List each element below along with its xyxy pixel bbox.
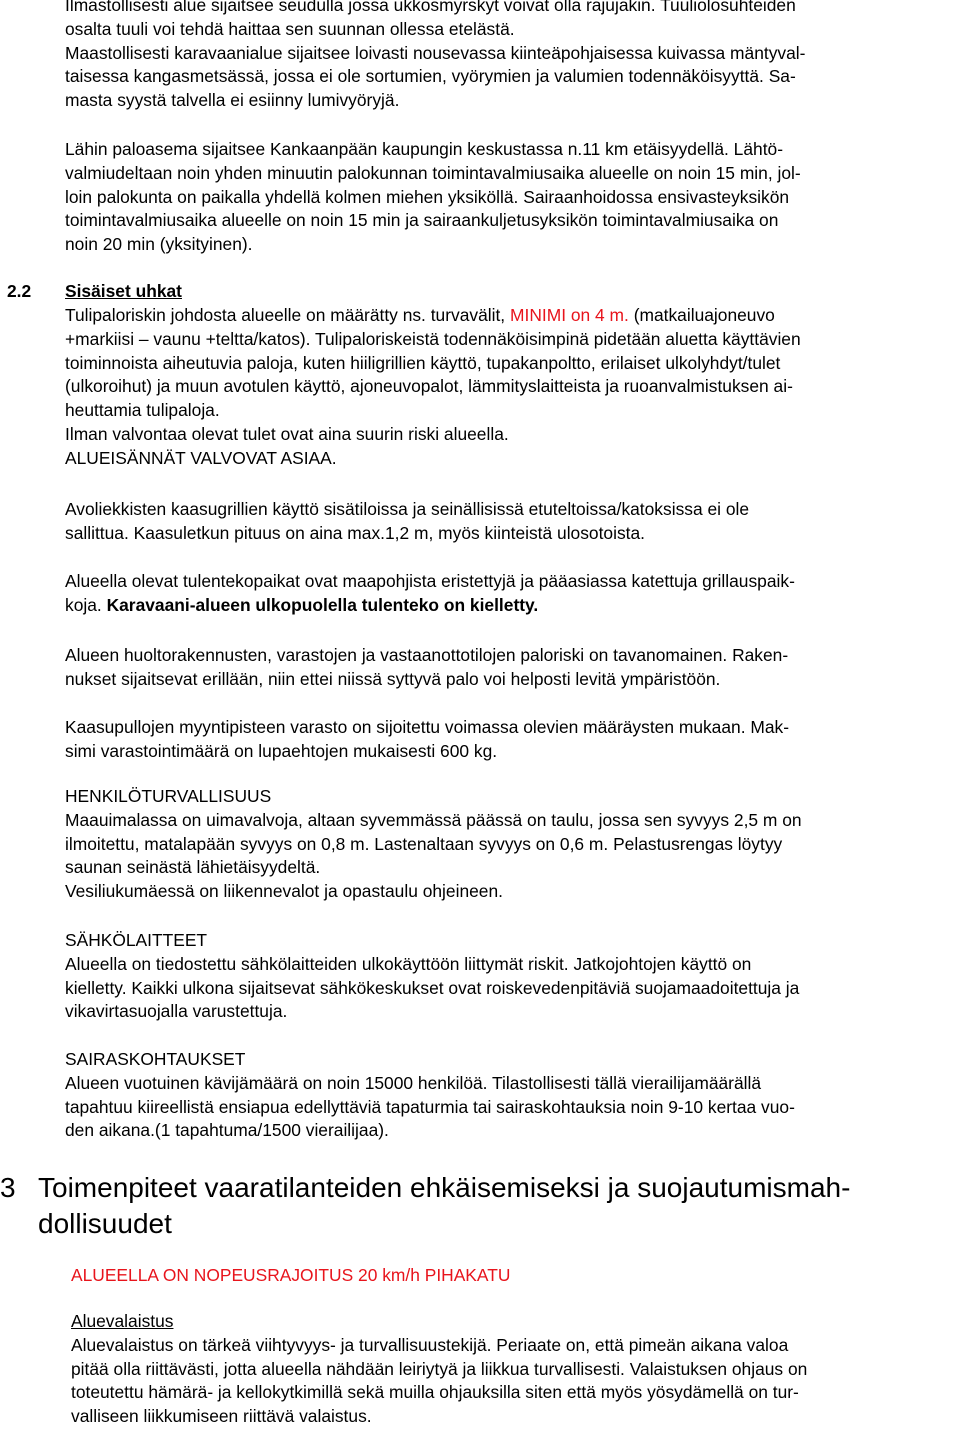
gas-bottles-line: Kaasupullojen myyntipisteen varasto on sijoitettu voimassa olevien määräysten mukaan. Mak- [65, 717, 790, 737]
area-lighting-heading: Aluevalaistus [71, 1311, 174, 1331]
electrical-heading: SÄHKÖLAITTEET [65, 930, 208, 950]
section-title: Sisäiset uhkat [65, 281, 182, 301]
internal-threats-line: +markiisi – vaunu +teltta/katos). Tulipaloriskeistä todennäköisimpinä pidetään aluetta käyttävien [65, 328, 801, 349]
maintenance-line: Alueen huoltorakennusten, varastojen ja vastaanottotilojen paloriski on tavanomainen. Raken- [65, 645, 789, 665]
personal-safety-line: saunan seinästä lähietäisyydeltä. [65, 857, 321, 878]
fire-places-line [65, 594, 955, 618]
internal-threats-line: heuttamia tulipaloja. [65, 400, 220, 421]
electrical-line: kielletty. Kaikki ulkona sijaitsevat sähkökeskukset ovat roiskevedenpitäviä suojamaadoitettuja ja [65, 977, 800, 998]
fire-ban-notice: Karavaani-alueen ulkopuolella tulenteko on kielletty. [106, 594, 539, 615]
illness-line: Alueen vuotuinen kävijämäärä on noin 15000 henkilöä. Tilastollisesti tällä vierailijamäärällä [65, 1072, 762, 1093]
fire-places-line: Alueella olevat tulentekopaikat ovat maapohjista eristettyjä ja pääasiassa katettuja grillauspaik- [65, 571, 795, 591]
gas-grills-line: sallittua. Kaasuletkun pituus on aina max.1,2 m, myös kiinteistä ulosotoista. [65, 522, 645, 543]
electrical-section [65, 929, 955, 1024]
gas-bottles-paragraph [65, 716, 955, 764]
intro-line: osalta tuuli voi tehdä haittaa sen suunnan ollessa etelästä. [65, 18, 515, 39]
fire-station-line: loin palokunta on paikalla yhdellä kolmen miehen yksiköllä. Sairaanhoidossa ensivasteyksikön [65, 186, 790, 207]
maintenance-paragraph [65, 644, 955, 692]
fire-station-line: Lähin paloasema sijaitsee Kankaanpään kaupungin keskustassa n.11 km etäisyydellä. Lähtö- [65, 139, 783, 159]
distance-rule-text: Tulipaloriskin johdosta alueelle on määrätty ns. turvavälit, [65, 305, 506, 325]
internal-threats-line: Ilman valvontaa olevat tulet ovat aina suurin riski alueella. [65, 423, 509, 444]
intro-line: masta syystä talvella ei esiinny lumivyöryjä. [65, 90, 400, 111]
illness-heading: SAIRASKOHTAUKSET [65, 1049, 246, 1069]
area-lighting-section [71, 1310, 956, 1429]
illness-line: tapahtuu kiireellistä ensiapua edellyttäviä tapaturmia tai sairaskohtauksia noin 9-10 kertaa vuo- [65, 1096, 795, 1117]
fire-station-line: toimintavalmiusaika alueelle on noin 15 min ja sairaankuljetusyksikön toimintavalmiusaika on [65, 210, 779, 231]
personal-safety-line: Maauimalassa on uimavalvoja, altaan syvemmässä päässä on taulu, jossa sen syvyys 2,5 m on [65, 809, 802, 830]
area-lighting-line: Aluevalaistus on tärkeä viihtyvyys- ja turvallisuustekijä. Periaate on, että pimeän aikana valoa [71, 1334, 789, 1355]
gas-grills-paragraph [65, 498, 955, 546]
fire-station-paragraph [65, 138, 955, 257]
area-lighting-line: pitää olla riittävästi, jotta alueella nähdään leiriytyä ja liikkua turvallisesti. Valaistuksen ohjaus on [71, 1358, 808, 1379]
speed-limit-notice: ALUEELLA ON NOPEUSRAJOITUS 20 km/h PIHAKATU [71, 1265, 511, 1285]
internal-threats-line: ALUEISÄNNÄT VALVOVAT ASIAA. [65, 447, 337, 468]
internal-threats-line [65, 304, 955, 328]
internal-threats-line: toiminnoista aiheutuvia paloja, kuten hiiligrillien käyttö, tupakanpoltto, erilaiset ulkolyhdyt/tulet [65, 352, 781, 373]
internal-threats-line: (ulkoroihut) ja muun avotulen käyttö, ajoneuvopalot, lämmityslaitteista ja ruoanvalmistuksen ai- [65, 376, 793, 397]
chapter-title-line: Toimenpiteet vaaratilanteiden ehkäisemiseksi ja suojautumismah- [38, 1172, 851, 1203]
fire-station-line: noin 20 min (yksityinen). [65, 234, 253, 255]
internal-threats-paragraph [65, 304, 955, 471]
illness-section [65, 1048, 955, 1143]
chapter-title-line: dollisuudet [38, 1208, 172, 1239]
gas-bottles-line: simi varastointimäärä on lupaehtojen mukaisesti 600 kg. [65, 740, 498, 761]
area-lighting-line: valliseen liikkumiseen riittävä valaistus. [71, 1406, 372, 1427]
personal-safety-line: Vesiliukumäessä on liikennevalot ja opastaulu ohjeineen. [65, 881, 503, 902]
intro-line: Ilmastollisesti alue sijaitsee seudulla jossa ukkosmyrskyt voivat olla rajujakin. Tuuliolosuhteiden [65, 0, 796, 15]
maintenance-line: nukset sijaitsevat erillään, niin ettei niissä syttyvä palo voi helposti levitä ympäristöön. [65, 668, 721, 689]
gas-grills-line: Avoliekkisten kaasugrillien käyttö sisätiloissa ja seinällisissä etuteltoissa/katoksissa ei ole [65, 499, 750, 519]
fire-places-paragraph [65, 570, 955, 618]
intro-line: taisessa kangasmetsässä, jossa ei ole sortumien, vyörymien ja valumien todennäköisyyttä. Sa- [65, 66, 796, 87]
personal-safety-heading: HENKILÖTURVALLISUUS [65, 786, 272, 806]
intro-line: Maastollisesti karavaanialue sijaitsee loivasti nousevassa kiinteäpohjaisessa kuivassa mäntyval- [65, 42, 806, 63]
minimum-distance-highlight: MINIMI on 4 m. [510, 305, 629, 325]
intro-paragraph [65, 0, 955, 113]
illness-line: den aikana.(1 tapahtuma/1500 vierailijaa). [65, 1120, 389, 1141]
section-number: 2.2 [7, 281, 32, 301]
fire-places-text: koja. [65, 594, 102, 615]
electrical-line: vikavirtasuojalla varustettuja. [65, 1001, 288, 1022]
area-lighting-line: toteutettu hämärä- ja kellokytkimillä sekä muilla ohjauksilla siten että myös yösydämellä on tur- [71, 1382, 799, 1403]
electrical-line: Alueella on tiedostettu sähkölaitteiden ulkokäyttöön liittymät riskit. Jatkojohtojen käyttö on [65, 953, 752, 974]
chapter-title [38, 1170, 953, 1242]
fire-station-line: valmiudeltaan noin yhden minuutin palokunnan toimintavalmiusaika alueelle on noin 15 min, jol- [65, 162, 801, 183]
personal-safety-section [65, 785, 955, 904]
distance-rule-suffix: (matkailuajoneuvo [633, 305, 775, 325]
chapter-number: 3 [0, 1172, 16, 1203]
personal-safety-line: ilmoitettu, matalapään syvyys on 0,8 m. Lastenaltaan syvyys on 0,6 m. Pelastusrengas löytyy [65, 833, 783, 854]
